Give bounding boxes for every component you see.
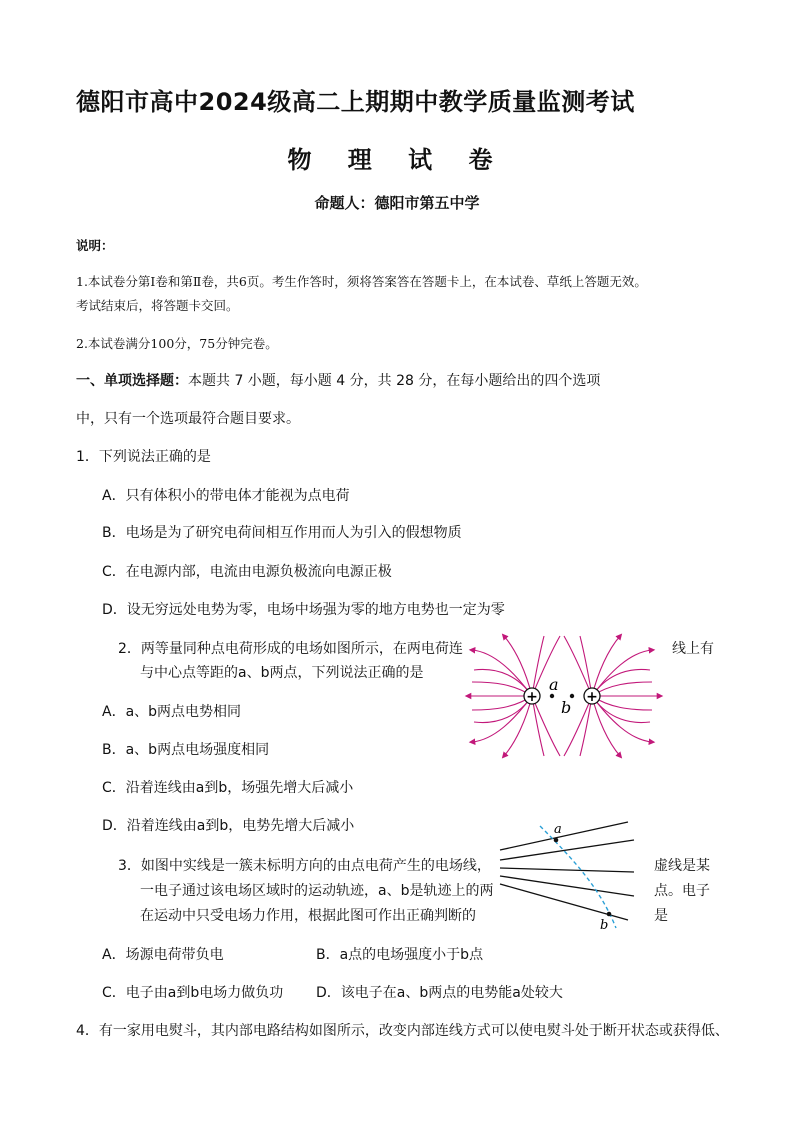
q3-stem-tail-2: 点。电子: [654, 883, 710, 899]
left-charge-sign: +: [526, 689, 538, 705]
q1-option-a: A．只有体积小的带电体才能视为点电荷: [102, 488, 350, 504]
exam-title: 德阳市高中2024级高二上期期中教学质量监测考试: [76, 88, 635, 116]
q3-stem-tail-3: 是: [654, 908, 668, 924]
q3-option-b: B．a点的电场强度小于b点: [316, 947, 484, 963]
q3-stem-tail-1: 虚线是某: [654, 858, 710, 874]
q1-option-c: C．在电源内部，电流由电源负极流向电源正极: [102, 564, 392, 580]
right-charge-sign: +: [586, 689, 598, 705]
trajectory-line: [540, 826, 616, 928]
q3-option-c: C．电子由a到b电场力做负功: [102, 985, 284, 1001]
point-a: [550, 694, 554, 698]
label-a: a: [549, 675, 559, 694]
q2-option-c: C．沿着连线由a到b，场强先增大后减小: [102, 780, 354, 796]
q3-point-b: [607, 912, 612, 917]
field-lines: [468, 636, 660, 756]
q2-option-d: D．沿着连线由a到b，电势先增大后减小: [102, 818, 355, 834]
q3-option-a: A．场源电荷带负电: [102, 947, 224, 963]
q3-label-b: b: [600, 918, 609, 933]
section-1-heading: 一、单项选择题：: [76, 373, 188, 389]
q2-stem-tail: 线上有: [672, 641, 714, 657]
q3-stem-line-1: 3．如图中实线是一簇未标明方向的由点电荷产生的电场线，: [118, 858, 491, 874]
exam-author: 命题人：德阳市第五中学: [314, 194, 480, 212]
notes-heading: 说明：: [76, 238, 114, 253]
q3-point-a: [554, 838, 559, 843]
q2-option-b: B．a、b两点电场强度相同: [102, 742, 270, 758]
q3-trajectory-figure: [496, 816, 636, 934]
q2-stem-line-2: 与中心点等距的a、b两点，下列说法正确的是: [140, 665, 424, 681]
q4-stem: 4．有一家用电熨斗，其内部电路结构如图所示，改变内部连线方式可以使电熨斗处于断开状态或获得低、: [76, 1023, 729, 1039]
q3-stem-line-2: 一电子通过该电场区域时的运动轨迹，a、b是轨迹上的两: [140, 883, 494, 899]
q3-label-a: a: [554, 822, 562, 837]
section-1-heading-line: [76, 370, 600, 390]
q3-stem-line-3: 在运动中只受电场力作用，根据此图可作出正确判断的: [140, 908, 476, 924]
section-1-desc-line-2: 中，只有一个选项最符合题目要求。: [76, 411, 300, 427]
q2-stem-line-1: 2．两等量同种点电荷形成的电场如图所示，在两电荷连: [118, 641, 463, 657]
q2-field-figure: [464, 632, 664, 760]
notes-item-1-line-1: 1.本试卷分第Ⅰ卷和第Ⅱ卷，共6页。考生作答时，须将答案答在答题卡上，在本试卷、草纸上答题无效。: [76, 274, 647, 289]
q1-option-b: B．电场是为了研究电荷间相互作用而人为引入的假想物质: [102, 525, 462, 541]
q3-field-lines: [500, 822, 634, 920]
notes-item-1-line-2: 考试结束后，将答题卡交回。: [76, 298, 239, 313]
q1-stem: 1．下列说法正确的是: [76, 449, 211, 465]
label-b: b: [561, 698, 572, 717]
notes-item-2: 2.本试卷满分100分，75分钟完卷。: [76, 336, 278, 351]
q3-option-d: D．该电子在a、b两点的电势能a处较大: [316, 985, 563, 1001]
exam-subject: 物 理 试 卷: [287, 146, 507, 174]
section-1-desc-line-1: 本题共 7 小题，每小题 4 分，共 28 分，在每小题给出的四个选项: [188, 373, 601, 389]
q2-option-a: A．a、b两点电势相同: [102, 704, 242, 720]
q1-option-d: D．设无穷远处电势为零，电场中场强为零的地方电势也一定为零: [102, 602, 505, 618]
